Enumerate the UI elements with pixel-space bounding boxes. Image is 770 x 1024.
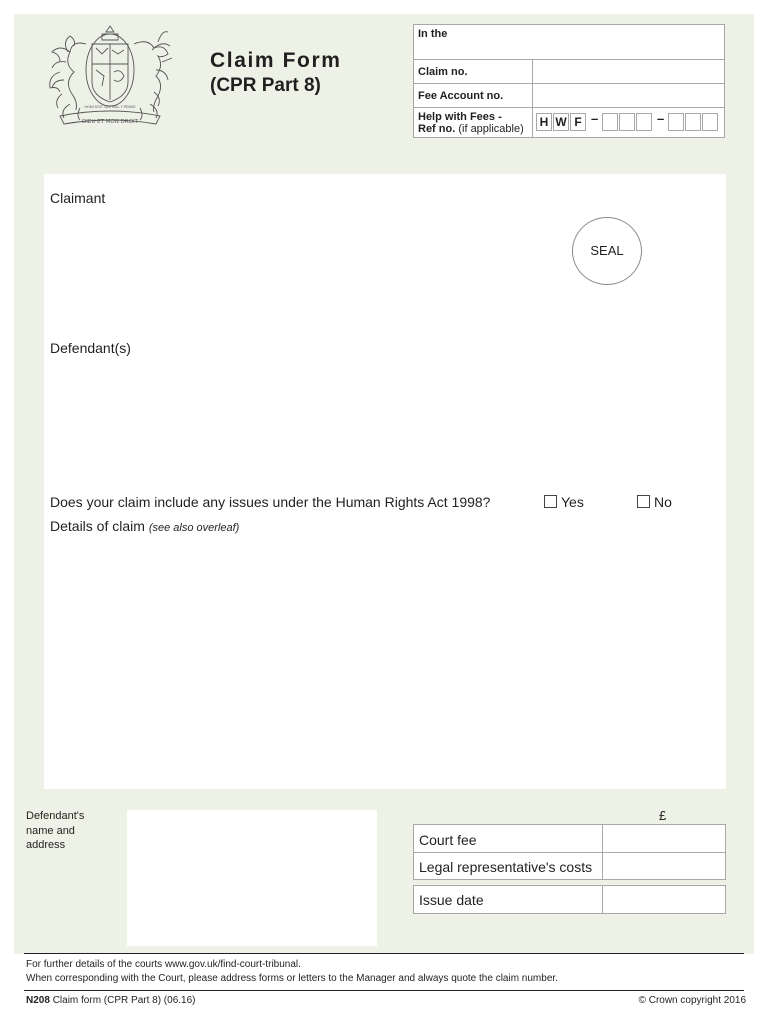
- crest-garter: HONI SOIT QUI MAL Y PENSE: [84, 105, 136, 109]
- details-label-text: Details of claim: [50, 518, 145, 534]
- hwf-label: Help with Fees -: [418, 111, 502, 123]
- issue-date-field[interactable]: [603, 886, 725, 913]
- form-subtitle: (CPR Part 8): [210, 75, 321, 96]
- defendant-address-label: [26, 809, 84, 853]
- issue-date-label: Issue date: [419, 892, 484, 908]
- yes-label: Yes: [561, 494, 584, 510]
- fee-account-label: Fee Account no.: [418, 90, 504, 102]
- hwf-digit-box[interactable]: [636, 113, 652, 131]
- hwf-ref-label-bold: Ref no.: [418, 123, 456, 135]
- hwf-digit-box[interactable]: [702, 113, 718, 131]
- defendants-label: Defendant(s): [50, 340, 131, 356]
- hwf-digit-box[interactable]: [685, 113, 701, 131]
- form-title: Claim Form: [210, 49, 342, 72]
- divider: [532, 60, 533, 83]
- footer-rule: [24, 953, 744, 954]
- court-fee-label: Court fee: [419, 832, 477, 848]
- footer-line-2: When corresponding with the Court, please address forms or letters to the Manager and always quote the claim number.: [26, 973, 558, 984]
- hwf-letter-f: F: [570, 113, 586, 131]
- issue-date-table: [413, 885, 726, 914]
- crest-motto: DIEU ET MON DROIT: [82, 119, 138, 125]
- copyright: © Crown copyright 2016: [638, 995, 746, 1006]
- hwf-digit-box[interactable]: [619, 113, 635, 131]
- hwf-digit-box[interactable]: [602, 113, 618, 131]
- legal-costs-field[interactable]: [603, 853, 725, 879]
- hwf-digit-box[interactable]: [668, 113, 684, 131]
- hwf-dash-2: –: [657, 111, 665, 126]
- form-name: Claim form (CPR Part 8) (06.16): [52, 995, 196, 1006]
- currency-symbol: £: [659, 808, 667, 823]
- claimant-label: Claimant: [50, 190, 106, 206]
- hwf-letter-w: W: [553, 113, 569, 131]
- hwf-dash-1: –: [591, 111, 599, 126]
- seal-circle: [572, 217, 642, 285]
- royal-coat-of-arms-icon: [40, 22, 180, 128]
- details-note: (see also overleaf): [148, 522, 240, 534]
- details-of-claim-label: [50, 517, 239, 537]
- in-the-row[interactable]: [414, 25, 724, 60]
- form-code: [26, 994, 196, 1007]
- no-label: No: [654, 494, 672, 510]
- no-checkbox[interactable]: [637, 495, 650, 508]
- hwf-ref-label: [418, 123, 524, 135]
- yes-checkbox[interactable]: [544, 495, 557, 508]
- footer-line-1: For further details of the courts www.gov.uk/find-court-tribunal.: [26, 959, 301, 970]
- hwf-note: (if applicable): [458, 123, 524, 135]
- claim-no-row[interactable]: [414, 60, 724, 84]
- footer-rule: [24, 990, 744, 991]
- fee-account-row[interactable]: [414, 84, 724, 108]
- defendant-address-label-line: name and: [26, 824, 75, 837]
- defendant-address-label-line: address: [26, 839, 66, 851]
- in-the-label: In the: [418, 28, 448, 40]
- defendant-address-label-line: Defendant's: [26, 810, 85, 822]
- court-fee-field[interactable]: [603, 825, 725, 852]
- seal-label: SEAL: [590, 243, 624, 258]
- divider: [532, 84, 533, 107]
- legal-costs-label: Legal representative's costs: [419, 859, 593, 875]
- fees-table: [413, 824, 726, 880]
- form-code-bold: N208: [26, 995, 50, 1006]
- court-info-table: [413, 24, 725, 138]
- hwf-letter-h: H: [536, 113, 552, 131]
- defendant-address-field[interactable]: [127, 810, 377, 946]
- hwf-row: [414, 108, 724, 138]
- claim-no-label: Claim no.: [418, 66, 468, 78]
- human-rights-question: Does your claim include any issues under the Human Rights Act 1998?: [50, 494, 491, 510]
- divider: [532, 108, 533, 138]
